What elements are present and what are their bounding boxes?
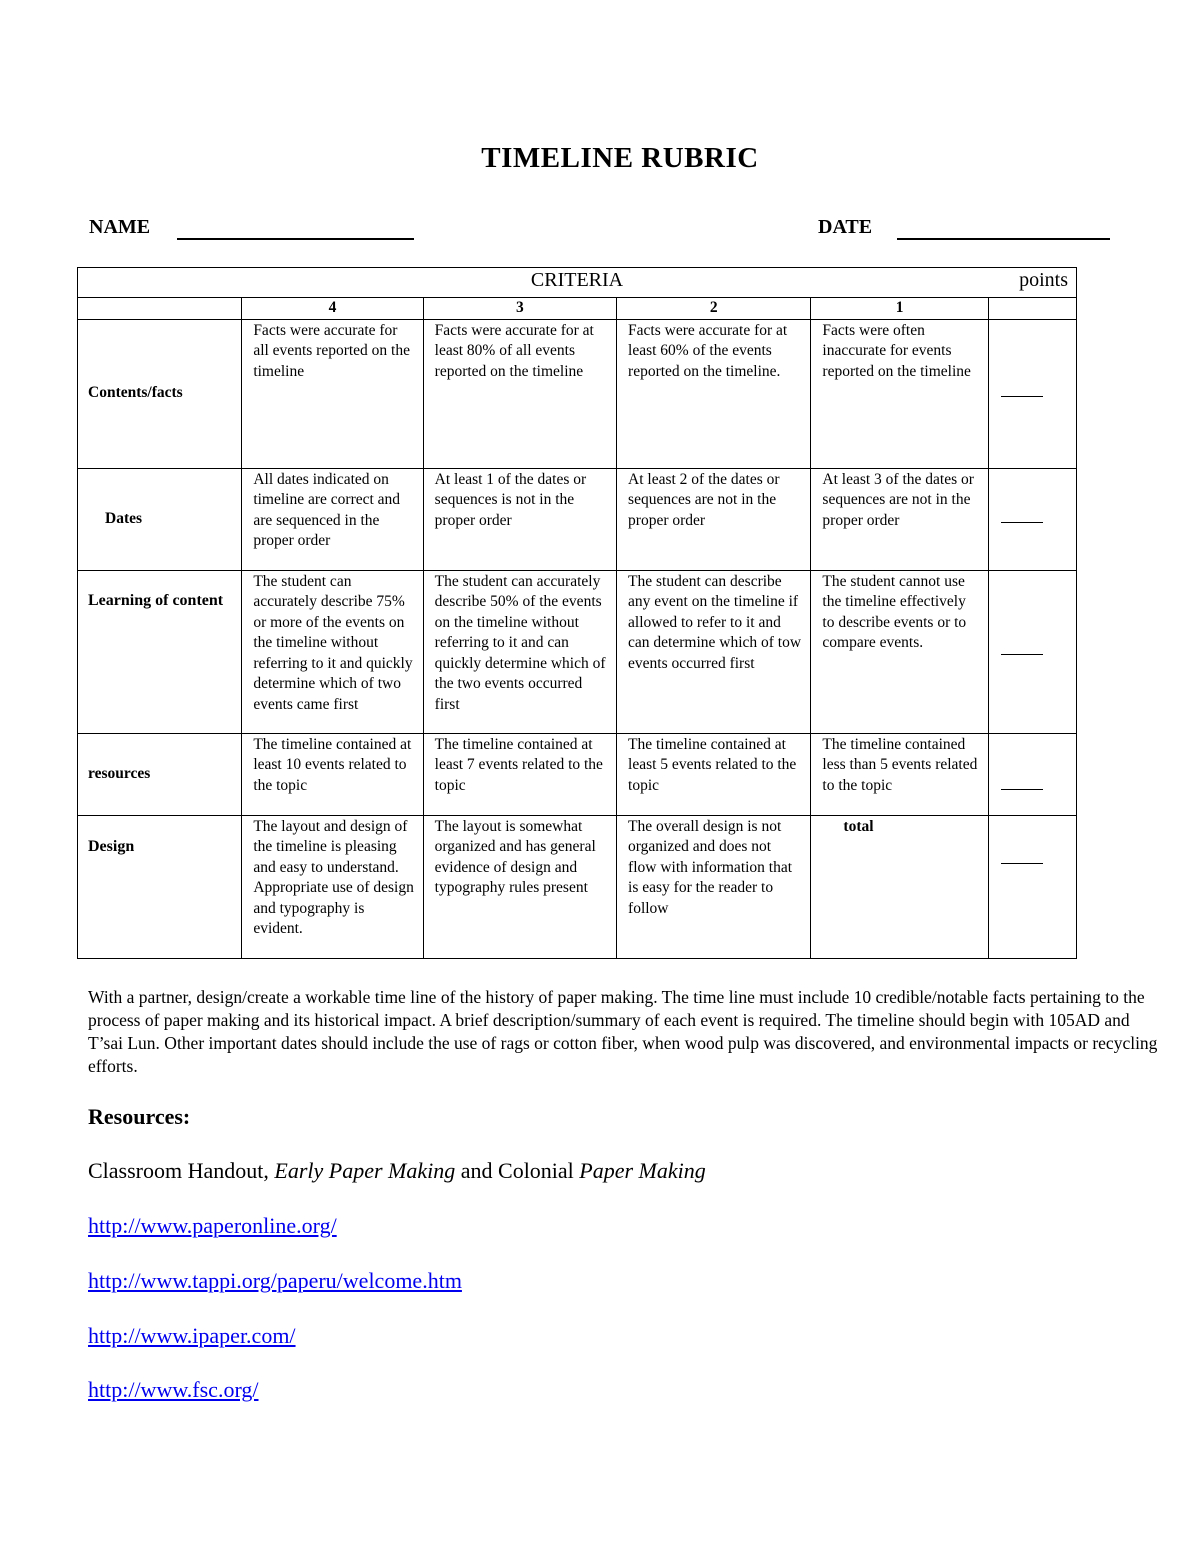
rubric-cell: Facts were often inaccurate for events reported on the timeline — [811, 319, 988, 468]
date-line — [897, 238, 1110, 240]
points-header: points — [1019, 269, 1068, 291]
link-fsc[interactable]: http://www.fsc.org/ — [88, 1377, 259, 1402]
rubric-cell: The timeline contained at least 10 events related to the topic — [242, 733, 423, 815]
rubric-cell: Facts were accurate for at least 60% of the events reported on the timeline. — [617, 319, 811, 468]
level-header-empty — [78, 298, 242, 320]
total-label: total — [811, 815, 988, 958]
name-line — [177, 238, 414, 240]
handout-title-2: Paper Making — [579, 1158, 706, 1183]
link-paperonline[interactable]: http://www.paperonline.org/ — [88, 1213, 337, 1238]
rubric-cell: The timeline contained at least 5 events related to the topic — [617, 733, 811, 815]
rubric-cell: The student can describe any event on the timeline if allowed to refer to it and can determine which of tow events occurred first — [617, 570, 811, 733]
name-label: NAME — [89, 216, 151, 238]
level-header: 4 — [242, 298, 423, 320]
rubric-cell: At least 3 of the dates or sequences are not in the proper order — [811, 468, 988, 570]
points-blank[interactable] — [988, 319, 1076, 468]
link-ipaper[interactable]: http://www.ipaper.com/ — [88, 1323, 296, 1348]
rubric-cell: The student can accurately describe 50% of the events on the timeline without referring to it and can quickly determine which of the two events occurred first — [423, 570, 616, 733]
row-label-contents: Contents/facts — [78, 319, 242, 468]
handout-title-1: Early Paper Making — [274, 1158, 456, 1183]
row-label-learning: Learning of content — [78, 570, 242, 733]
row-label-dates: Dates — [78, 468, 242, 570]
rubric-cell: The overall design is not organized and does not flow with information that is easy for the reader to follow — [617, 815, 811, 958]
table-row — [78, 319, 1077, 468]
level-header: 2 — [617, 298, 811, 320]
rubric-cell: At least 2 of the dates or sequences are not in the proper order — [617, 468, 811, 570]
row-label-design: Design — [78, 815, 242, 958]
rubric-table — [77, 267, 1077, 959]
rubric-cell: The timeline contained at least 7 events related to the topic — [423, 733, 616, 815]
row-label-resources: resources — [78, 733, 242, 815]
table-row — [78, 733, 1077, 815]
rubric-cell: The student can accurately describe 75% or more of the events on the timeline without referring to it and quickly determine which of two events came first — [242, 570, 423, 733]
criteria-header-row — [78, 268, 1077, 298]
rubric-cell: All dates indicated on timeline are correct and are sequenced in the proper order — [242, 468, 423, 570]
total-blank[interactable] — [988, 815, 1076, 958]
link-tappi[interactable]: http://www.tappi.org/paperu/welcome.htm — [88, 1268, 462, 1293]
instructions-paragraph: With a partner, design/create a workable time line of the history of paper making. The time line must include 10 credible/notable facts pertaining to the process of paper making and its historical impact. A brief description/summary of each event is required. The timeline should begin with 105AD and T’sai Lun. Other important dates should include the use of rags or cotton fiber, when wood pulp was discovered, and environmental impacts or recycling efforts. — [88, 987, 1158, 1076]
rubric-cell: The student cannot use the timeline effectively to describe events or to compare events. — [811, 570, 988, 733]
criteria-header: CRITERIA — [530, 269, 624, 291]
rubric-cell: The timeline contained less than 5 events related to the topic — [811, 733, 988, 815]
points-blank[interactable] — [988, 733, 1076, 815]
rubric-cell: At least 1 of the dates or sequences is not in the proper order — [423, 468, 616, 570]
level-header: 3 — [423, 298, 616, 320]
points-blank[interactable] — [988, 468, 1076, 570]
level-header: 1 — [811, 298, 988, 320]
rubric-cell: The layout is somewhat organized and has general evidence of design and typography rules present — [423, 815, 616, 958]
rubric-cell: The layout and design of the timeline is pleasing and easy to understand. Appropriate use of design and typography is evident. — [242, 815, 423, 958]
date-label: DATE — [818, 216, 873, 238]
table-row — [78, 815, 1077, 958]
points-blank[interactable] — [988, 570, 1076, 733]
page-title: TIMELINE RUBRIC — [481, 142, 759, 174]
table-row — [78, 570, 1077, 733]
handout-line: Classroom Handout, Early Paper Making and Colonial Paper Making — [88, 1158, 706, 1183]
table-row — [78, 468, 1077, 570]
points-header-empty — [988, 298, 1076, 320]
rubric-cell: Facts were accurate for all events reported on the timeline — [242, 319, 423, 468]
rubric-cell: Facts were accurate for at least 80% of all events reported on the timeline — [423, 319, 616, 468]
resources-heading: Resources: — [88, 1104, 191, 1129]
